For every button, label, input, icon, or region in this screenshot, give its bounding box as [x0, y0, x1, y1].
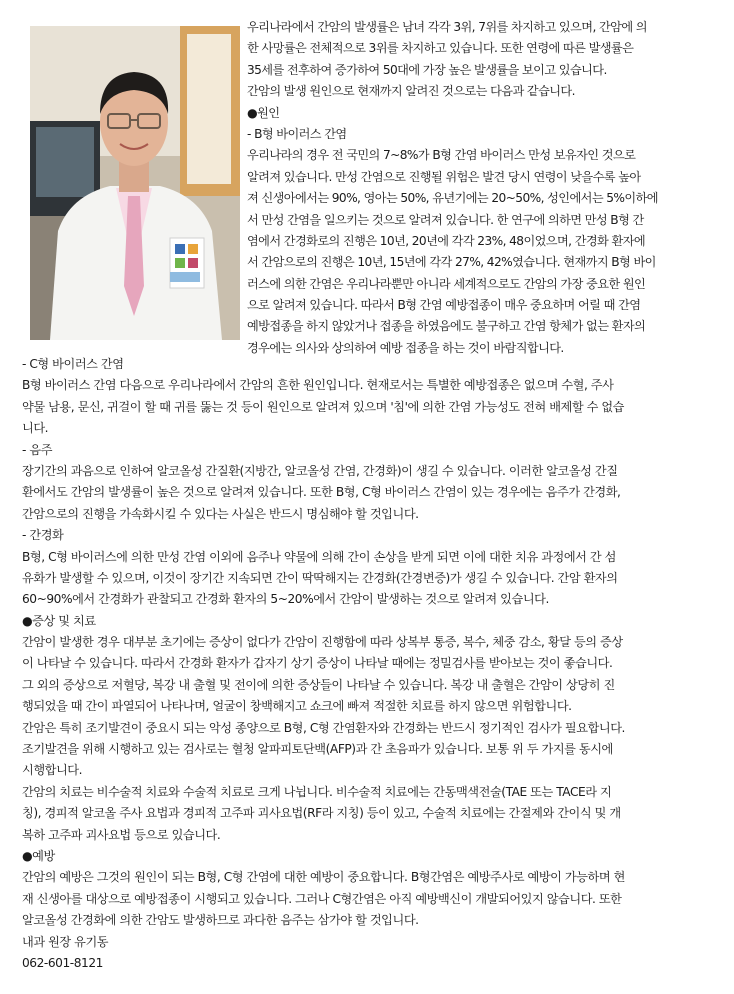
- doctor-portrait-illustration: [30, 26, 240, 340]
- hbv-heading: - B형 바이러스 간염: [247, 126, 347, 141]
- hbv-line: 경우에는 의사와 상의하여 예방 접종을 하는 것이 바람직합니다.: [247, 340, 564, 355]
- body-line: 시행합니다.: [22, 763, 83, 778]
- body-line: 간암의 치료는 비수술적 치료와 수술적 치료로 크게 나뉩니다. 비수술적 치료에는 간동맥색전술(TAE 또는 TACE라 지: [22, 784, 612, 799]
- body-line: 칭), 경피적 알코올 주사 요법과 경피적 고주파 괴사요법(RF라 지칭) 등이 있고, 수술적 치료에는 간절제와 간이식 및 개: [22, 806, 621, 821]
- hbv-line: 서 만성 간염을 일으키는 것으로 알려져 있습니다. 한 연구에 의하면 만성 B형 간: [247, 212, 644, 227]
- hcv-heading: - C형 바이러스 간염: [22, 357, 124, 371]
- body-line: 재 신생아를 대상으로 예방접종이 시행되고 있습니다. 그러나 C형간염은 아직 예방백신이 개발되어있지 않습니다. 또한: [22, 891, 622, 906]
- cause-heading: ●원인: [247, 105, 280, 120]
- intro-line: 35세를 전후하여 증가하여 50대에 가장 높은 발생률을 보이고 있습니다.: [247, 62, 607, 77]
- body-line: 간암의 예방은 그것의 원인이 되는 B형, C형 간염에 대한 예방이 중요합니다. B형간염은 예방주사로 예방이 가능하며 현: [22, 870, 625, 885]
- phone-number: 062-601-8121: [22, 955, 103, 970]
- cirrhosis-heading: - 간경화: [22, 528, 64, 543]
- body-line: 간암은 특히 조기발견이 중요시 되는 악성 종양으로 B형, C형 간염환자와 간경화는 반드시 정기적인 검사가 필요합니다.: [22, 720, 625, 735]
- hbv-line: 우리나라의 경우 전 국민의 7~8%가 B형 간염 바이러스 만성 보유자인 것으로: [247, 148, 636, 163]
- body-line: 약물 남용, 문신, 귀걸이 할 때 귀를 뚫는 것 등이 원인으로 알려져 있으며 '침'에 의한 간염 가능성도 전혀 배제할 수 없습: [22, 399, 624, 414]
- body-line: 환에서도 간암의 발생률이 높은 것으로 알려져 있습니다. 또한 B형, C형 바이러스 간염이 있는 경우에는 음주가 간경화,: [22, 485, 621, 500]
- symptoms-heading: ●증상 및 치료: [22, 613, 96, 628]
- author-line: 내과 원장 유기동: [22, 934, 109, 949]
- alcohol-heading: - 음주: [22, 442, 53, 457]
- side-column: [247, 17, 721, 359]
- hbv-line: 서 간암으로의 진행은 10년, 15년에 각각 27%, 42%였습니다. 현재까지 B형 바이: [247, 255, 656, 270]
- body-line: 알코올성 간경화에 의한 간암도 발생하므로 과다한 음주는 삼가야 할 것입니다.: [22, 913, 419, 928]
- body-line: 니다.: [22, 421, 49, 436]
- hbv-line: 으로 알려져 있습니다. 따라서 B형 간염 예방접종이 매우 중요하며 어릴 때 간염: [247, 298, 641, 313]
- body-line: 장기간의 과음으로 인하여 알코올성 간질환(지방간, 알코올성 간염, 간경화)이 생길 수 있습니다. 이러한 알코올성 간질: [22, 463, 618, 478]
- intro-line: 간암의 발생 원인으로 현재까지 알려진 것으로는 다음과 같습니다.: [247, 84, 575, 99]
- body-line: 유화가 발생할 수 있으며, 이것이 장기간 지속되면 간이 딱딱해지는 간경화(간경변증)가 생길 수 있습니다. 간암 환자의: [22, 570, 618, 585]
- body-line: 60~90%에서 간경화가 관찰되고 간경화 환자의 5~20%에서 간암이 발생하는 것으로 알려져 있습니다.: [22, 592, 549, 607]
- main-body: [22, 354, 722, 974]
- body-line: 그 외의 증상으로 저혈당, 복강 내 출혈 및 전이에 의한 증상들이 나타날 수 있습니다. 복강 내 출혈은 간암이 상당히 진: [22, 677, 615, 692]
- body-line: B형 바이러스 간염 다음으로 우리나라에서 간암의 흔한 원인입니다. 현재로서는 특별한 예방접종은 없으며 수혈, 주사: [22, 378, 614, 393]
- body-line: 이 나타날 수 있습니다. 따라서 간경화 환자가 갑자기 상기 증상이 나타날 때에는 정밀검사를 받아보는 것이 좋습니다.: [22, 656, 613, 671]
- prevention-heading: ●예방: [22, 848, 55, 863]
- intro-line: 한 사망률은 전체적으로 3위를 차지하고 있습니다. 또한 연령에 따른 발생률은: [247, 41, 634, 56]
- doctor-photo: [30, 26, 240, 340]
- body-line: B형, C형 바이러스에 의한 만성 간염 이외에 음주나 약물에 의해 간이 손상을 받게 되면 이에 대한 치유 과정에서 간 섬: [22, 549, 616, 564]
- body-line: 복하 고주파 괴사요법 등으로 있습니다.: [22, 827, 221, 842]
- hbv-line: 알려져 있습니다. 만성 간염으로 진행될 위험은 발견 당시 연령이 낮을수록 높아: [247, 169, 641, 184]
- body-line: 행되었을 때 간이 파열되어 나타나며, 얼굴이 창백해지고 쇼크에 빠져 적절한 치료를 하지 않으면 위험합니다.: [22, 699, 572, 714]
- body-line: 간암으로의 진행을 가속화시킬 수 있다는 사실은 반드시 명심해야 할 것입니다.: [22, 506, 419, 521]
- hbv-line: 염에서 간경화로의 진행은 10년, 20년에 각각 23%, 48이었으며, 간경화 환자에: [247, 233, 646, 248]
- hbv-line: 예방접종을 하지 않았거나 접종을 하였음에도 불구하고 간염 항체가 없는 환자의: [247, 319, 646, 334]
- hbv-line: 러스에 의한 간염은 우리나라뿐만 아니라 세계적으로도 간암의 가장 중요한 원인: [247, 276, 646, 291]
- body-line: 조기발견을 위해 시행하고 있는 검사로는 혈청 알파피토단백(AFP)과 간 초음파가 있습니다. 보통 위 두 가지를 동시에: [22, 742, 613, 757]
- intro-line: 우리나라에서 간암의 발생률은 남녀 각각 3위, 7위를 차지하고 있으며, 간암에 의: [247, 20, 647, 34]
- body-line: 간암이 발생한 경우 대부분 초기에는 증상이 없다가 간암이 진행함에 따라 상복부 통증, 복수, 체중 감소, 황달 등의 증상: [22, 635, 623, 650]
- hbv-line: 져 신생아에서는 90%, 영아는 50%, 유년기에는 20~50%, 성인에서는 5%이하에: [247, 191, 658, 206]
